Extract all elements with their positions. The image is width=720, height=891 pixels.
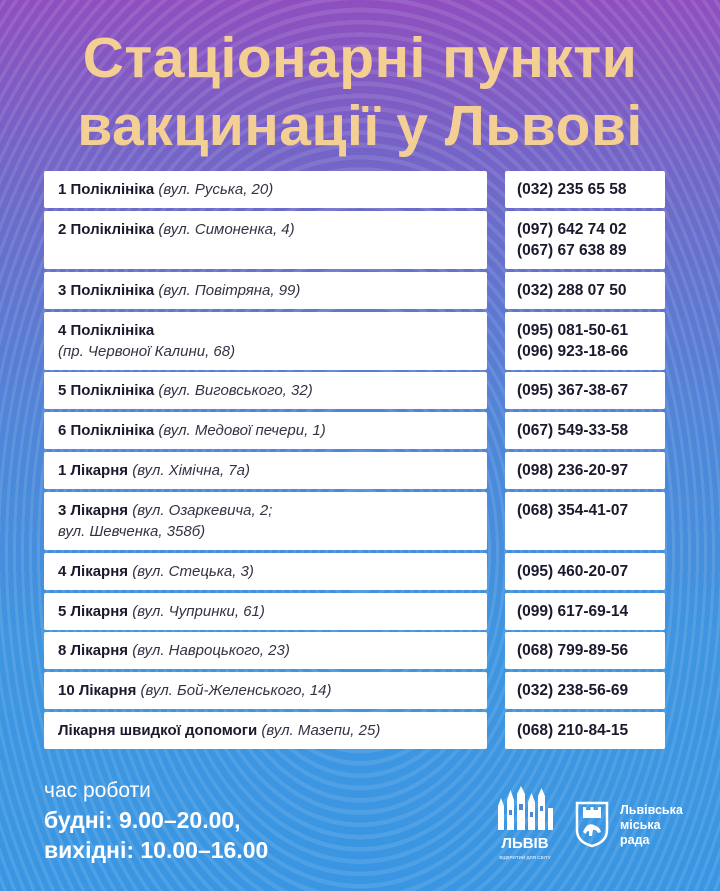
table-row (44, 492, 665, 550)
phone-cell (505, 412, 665, 449)
table-row (44, 272, 665, 309)
council-line-2: міська (620, 818, 661, 832)
phone-number[interactable]: (097) 642 74 02 (517, 221, 627, 238)
phone-number[interactable]: (096) 923-18-66 (517, 343, 629, 360)
location-cell (44, 372, 487, 409)
phone-number[interactable]: (032) 288 07 50 (517, 282, 627, 299)
phone-cell (505, 312, 665, 370)
table-row (44, 412, 665, 449)
location-name: 5 Поліклініка (58, 382, 155, 399)
phone-cell (505, 712, 665, 749)
location-name: 5 Лікарня (58, 603, 129, 620)
location-name: 4 Поліклініка (58, 322, 155, 339)
table-row (44, 312, 665, 370)
location-name: 2 Поліклініка (58, 221, 155, 238)
location-name: 4 Лікарня (58, 563, 129, 580)
location-address-second: вул. Шевченка, 358б) (58, 523, 206, 540)
phone-number[interactable]: (067) 67 638 89 (517, 242, 627, 259)
location-name: 1 Поліклініка (58, 181, 155, 198)
working-hours (44, 777, 268, 865)
location-address: (вул. Бой-Желенського, 14) (140, 682, 332, 699)
city-council-logo-text (620, 803, 683, 848)
phone-number[interactable]: (032) 235 65 58 (517, 181, 627, 198)
table-row (44, 672, 665, 709)
lviv-logo-word: ЛЬВІВ (501, 835, 549, 852)
location-cell (44, 312, 487, 370)
location-cell (44, 632, 487, 669)
location-address: (пр. Червоної Калини, 68) (58, 343, 236, 360)
location-name: 6 Поліклініка (58, 422, 155, 439)
council-line-1: Львівська (620, 803, 683, 817)
phone-number[interactable]: (068) 354-41-07 (517, 502, 629, 519)
phone-number[interactable]: (095) 367-38-67 (517, 382, 629, 399)
location-cell (44, 553, 487, 590)
location-name: 10 Лікарня (58, 682, 137, 699)
lviv-city-logo (494, 786, 556, 866)
location-address: (вул. Виговського, 32) (158, 382, 313, 399)
location-cell (44, 712, 487, 749)
phone-number[interactable]: (095) 081-50-61 (517, 322, 629, 339)
location-cell (44, 593, 487, 630)
phone-cell (505, 372, 665, 409)
phone-cell (505, 211, 665, 269)
council-line-3: рада (620, 833, 650, 847)
location-cell (44, 672, 487, 709)
location-cell (44, 412, 487, 449)
location-address: (вул. Стецька, 3) (132, 563, 254, 580)
working-hours-label: час роботи (44, 779, 151, 802)
location-cell (44, 171, 487, 208)
page-title-line-1: Стаціонарні пункти (82, 26, 638, 90)
weekend-hours: вихідні: 10.00–16.00 (44, 837, 269, 863)
location-name: 3 Поліклініка (58, 282, 155, 299)
phone-cell (505, 452, 665, 489)
phone-number[interactable]: (098) 236-20-97 (517, 462, 629, 479)
phone-cell (505, 672, 665, 709)
location-name: 3 Лікарня (58, 502, 129, 519)
phone-number[interactable]: (068) 210-84-15 (517, 722, 629, 739)
location-address: (вул. Чупринки, 61) (132, 603, 265, 620)
phone-number[interactable]: (032) 238-56-69 (517, 682, 629, 699)
coat-of-arms-icon (574, 800, 610, 848)
phone-cell (505, 632, 665, 669)
phone-number[interactable]: (067) 549-33-58 (517, 422, 629, 439)
location-name: 8 Лікарня (58, 642, 129, 659)
location-name: 1 Лікарня (58, 462, 129, 479)
table-row (44, 632, 665, 669)
location-address: (вул. Хімічна, 7а) (132, 462, 250, 479)
table-row (44, 211, 665, 269)
location-address: (вул. Озаркевича, 2; (132, 502, 273, 519)
phone-cell (505, 553, 665, 590)
location-cell (44, 492, 487, 550)
page-title-line-2: вакцинації у Львові (77, 94, 643, 158)
lviv-logo-tagline: ВІДКРИТИЙ ДЛЯ СВІТУ (499, 855, 551, 860)
phone-cell (505, 492, 665, 550)
location-cell (44, 452, 487, 489)
location-cell (44, 211, 487, 269)
table-row (44, 171, 665, 208)
location-address: (вул. Руська, 20) (158, 181, 274, 198)
table-row (44, 712, 665, 749)
location-cell (44, 272, 487, 309)
table-row (44, 553, 665, 590)
phone-cell (505, 171, 665, 208)
location-address: (вул. Медової печери, 1) (158, 422, 326, 439)
table-row (44, 452, 665, 489)
phone-number[interactable]: (095) 460-20-07 (517, 563, 629, 580)
table-row (44, 372, 665, 409)
phone-number[interactable]: (068) 799-89-56 (517, 642, 629, 659)
phone-number[interactable]: (099) 617-69-14 (517, 603, 629, 620)
weekday-hours: будні: 9.00–20.00, (44, 807, 241, 833)
table-row (44, 593, 665, 630)
location-address: (вул. Навроцького, 23) (132, 642, 290, 659)
location-address: (вул. Мазепи, 25) (261, 722, 381, 739)
phone-cell (505, 272, 665, 309)
phone-cell (505, 593, 665, 630)
location-address: (вул. Повітряна, 99) (158, 282, 301, 299)
page-title (0, 24, 720, 160)
location-name: Лікарня швидкої допомоги (58, 722, 258, 739)
location-address: (вул. Симоненка, 4) (158, 221, 295, 238)
